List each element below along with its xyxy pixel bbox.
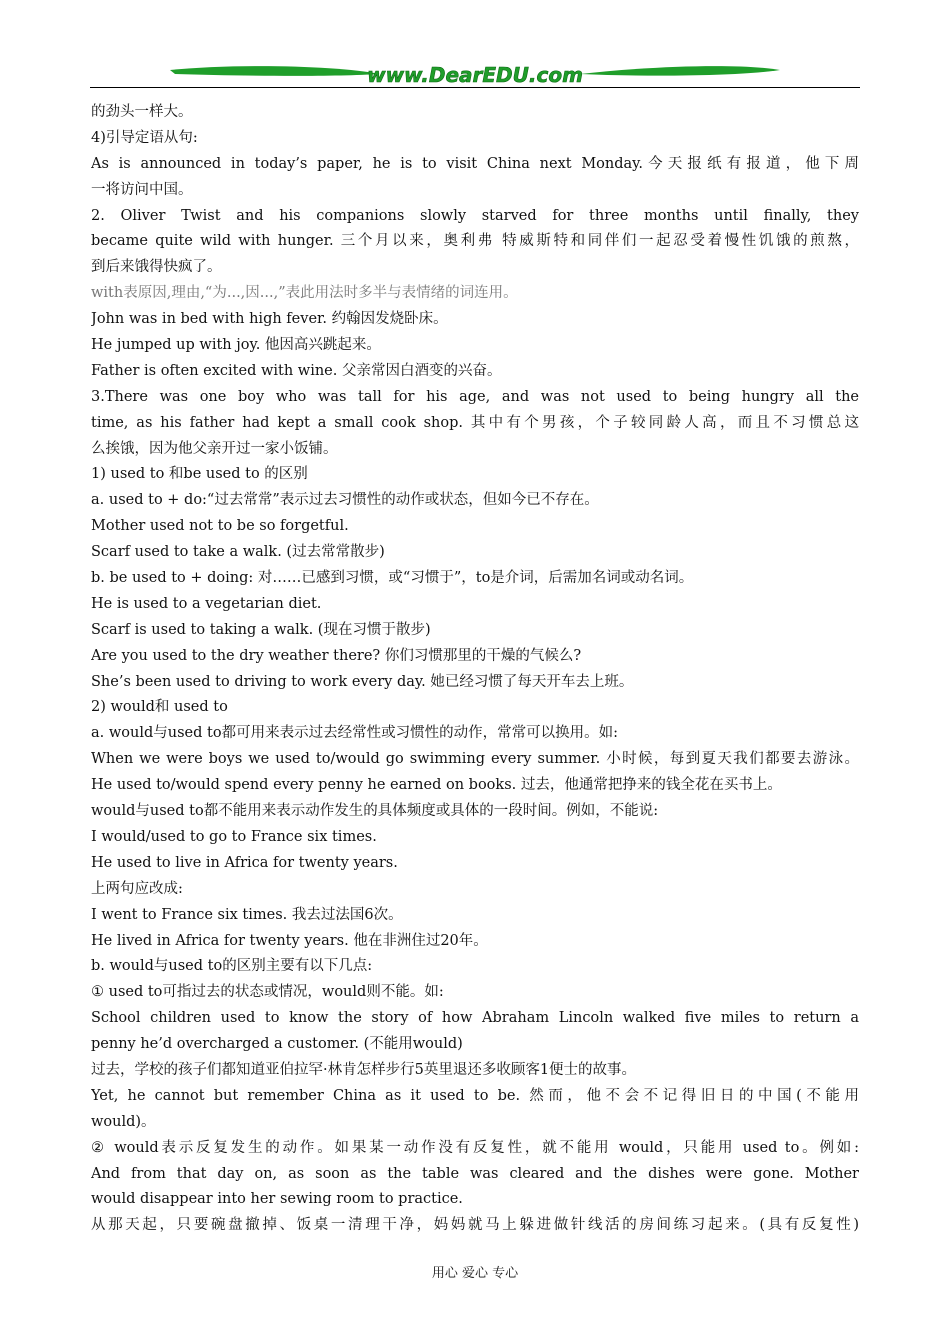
header-banner (90, 58, 860, 90)
text-line: As is announced in today’s paper, he is to visit China next Monday.今天报纸有报道，他下周 (91, 155, 859, 172)
text-line: Father is often excited with wine. 父亲常因白酒变的兴奋。 (91, 362, 502, 379)
text-line: 2. Oliver Twist and his companions slowly starved for three months until finally, they (91, 207, 859, 224)
text-line: a. would与used to都可用来表示过去经常性或习惯性的动作，常常可以换用。如: (91, 725, 618, 742)
text-line: ② would表示反复发生的动作。如果某一动作没有反复性，就不能用 would，只能用 used to。例如: (91, 1139, 859, 1156)
header-rule (90, 87, 860, 88)
text-line: 4)引导定语从句: (91, 129, 198, 146)
text-line: 到后来饿得快疯了。 (91, 259, 222, 276)
text-line: Mother used not to be so forgetful. (91, 518, 349, 535)
site-header (90, 58, 860, 90)
text-line: 3.There was one boy who was tall for his age, and was not used to being hungry all the (91, 388, 859, 405)
text-line: time, as his father had kept a small cook shop. 其中有个男孩，个子较同龄人高，而且不习惯总这 (91, 414, 859, 431)
text-line: John was in bed with high fever. 约翰因发烧卧床。 (91, 311, 448, 328)
text-line: And from that day on, as soon as the table was cleared and the dishes were gone. Mother (91, 1165, 859, 1182)
text-line: Scarf is used to taking a walk. (现在习惯于散步) (91, 621, 431, 638)
left-swoosh-icon (170, 66, 380, 76)
text-line: She’s been used to driving to work every day. 她已经习惯了每天开车去上班。 (91, 673, 634, 690)
text-line: a. used to + do:“过去常常”表示过去习惯性的动作或状态，但如今已不存在。 (91, 492, 599, 509)
text-line: with表原因,理由,“为...,因...,”表此用法时多半与表情绪的词连用。 (91, 285, 518, 302)
text-line: would与used to都不能用来表示动作发生的具体频度或具体的一段时间。例如，不能说: (91, 803, 659, 820)
text-line: penny he’d overcharged a customer. (不能用would) (91, 1036, 463, 1053)
text-line: He is used to a vegetarian diet. (91, 595, 322, 612)
text-line: 过去，学校的孩子们都知道亚伯拉罕·林肯怎样步行5英里退还多收顾客1便士的故事。 (91, 1061, 637, 1078)
text-line: 从那天起，只要碗盘撤掉、饭桌一清理干净，妈妈就马上躲进做针线活的房间练习起来。(具有反复性) (91, 1217, 859, 1234)
text-line: School children used to know the story of how Abraham Lincoln walked five miles to return a (91, 1010, 859, 1027)
text-line: I went to France six times. 我去过法国6次。 (91, 906, 403, 923)
text-line: 么挨饿，因为他父亲开过一家小饭铺。 (91, 440, 338, 457)
text-line: He lived in Africa for twenty years. 他在非洲住过20年。 (91, 932, 488, 949)
text-line: ① used to可指过去的状态或情况，would则不能。如: (91, 984, 444, 1001)
document-body (91, 100, 859, 1239)
text-line: 的劲头一样大。 (91, 104, 193, 120)
text-line: I would/used to go to France six times. (91, 828, 377, 845)
text-line: 1) used to 和be used to 的区别 (91, 466, 308, 483)
text-line: would disappear into her sewing room to practice. (91, 1191, 463, 1208)
text-line: b. be used to + doing: 对……已感到习惯，或“习惯于”，to是介词，后需加名词或动名词。 (91, 570, 694, 587)
text-line: He used to live in Africa for twenty years. (91, 854, 398, 871)
text-line: He used to/would spend every penny he earned on books. 过去，他通常把挣来的钱全花在买书上。 (91, 777, 782, 794)
right-swoosh-icon (580, 66, 780, 76)
text-line: b. would与used to的区别主要有以下几点: (91, 958, 373, 975)
text-line: became quite wild with hunger. 三个月以来，奥利弗 特威斯特和同伴们一起忍受着慢性饥饿的煎熬， (91, 233, 859, 250)
text-line: Are you used to the dry weather there? 你们习惯那里的干燥的气候么? (91, 647, 582, 664)
text-line: Yet, he cannot but remember China as it used to be. 然而，他不会不记得旧日的中国(不能用 (91, 1087, 859, 1104)
text-line: Scarf used to take a walk. (过去常常散步) (91, 544, 385, 561)
text-line: When we were boys we used to/would go swimming every summer. 小时候，每到夏天我们都要去游泳。 (91, 751, 859, 768)
text-line: He jumped up with joy. 他因高兴跳起来。 (91, 337, 381, 354)
page-footer: 用心 爱心 专心 (431, 1266, 519, 1281)
text-line: would)。 (91, 1113, 156, 1130)
text-line: 上两句应改成: (91, 880, 183, 897)
text-line: 2) would和 used to (91, 699, 228, 716)
site-logo-text: www.DearEDU.com (367, 63, 583, 87)
text-line: 一将访问中国。 (91, 181, 193, 198)
